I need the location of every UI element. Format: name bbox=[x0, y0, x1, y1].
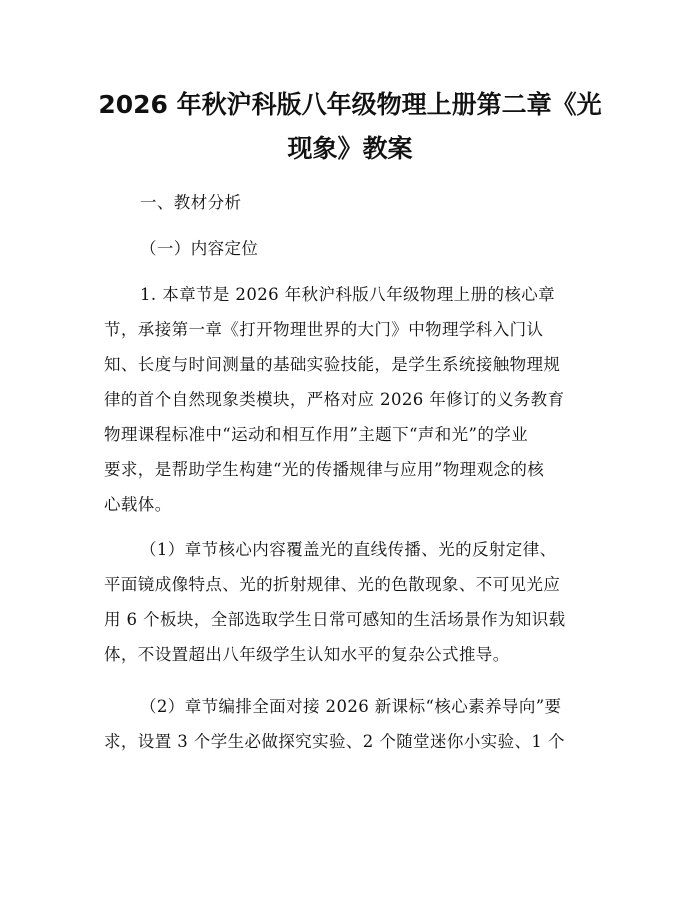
paragraph-1-line: 知、长度与时间测量的基础实验技能，是学生系统接触物理规 bbox=[104, 355, 561, 374]
document-title-line-1: 2026 年秋沪科版八年级物理上册第二章《光 bbox=[98, 90, 602, 119]
paragraph-1-line: 要求，是帮助学生构建“光的传播规律与应用”物理观念的核 bbox=[104, 460, 545, 479]
paragraph-1-line: 心载体。 bbox=[104, 495, 172, 514]
paragraph-1-line: 节，承接第一章《打开物理世界的大门》中物理学科入门认 bbox=[104, 320, 544, 339]
paragraph-1-line: 物理课程标准中“运动和相互作用”主题下“声和光”的学业 bbox=[104, 425, 529, 444]
paragraph-1-line: 1. 本章节是 2026 年秋沪科版八年级物理上册的核心章 bbox=[140, 285, 556, 304]
paragraph-1-line: 律的首个自然现象类模块，严格对应 2026 年修订的义务教育 bbox=[104, 390, 565, 409]
subsection-heading: （一）内容定位 bbox=[140, 239, 259, 258]
paragraph-3-line: （2）章节编排全面对接 2026 新课标“核心素养导向”要 bbox=[140, 697, 562, 716]
section-heading: 一、教材分析 bbox=[140, 193, 242, 212]
paragraph-2-line: （1）章节核心内容覆盖光的直线传播、光的反射定律、 bbox=[140, 540, 557, 559]
paragraph-3-line: 求，设置 3 个学生必做探究实验、2 个随堂迷你小实验、1 个 bbox=[104, 732, 565, 751]
paragraph-2-line: 体，不设置超出八年级学生认知水平的复杂公式推导。 bbox=[104, 645, 510, 664]
document-title-line-2: 现象》教案 bbox=[287, 134, 413, 163]
paragraph-2-line: 平面镜成像特点、光的折射规律、光的色散现象、不可见光应 bbox=[104, 575, 561, 594]
paragraph-2-line: 用 6 个板块，全部选取学生日常可感知的生活场景作为知识载 bbox=[104, 610, 566, 629]
